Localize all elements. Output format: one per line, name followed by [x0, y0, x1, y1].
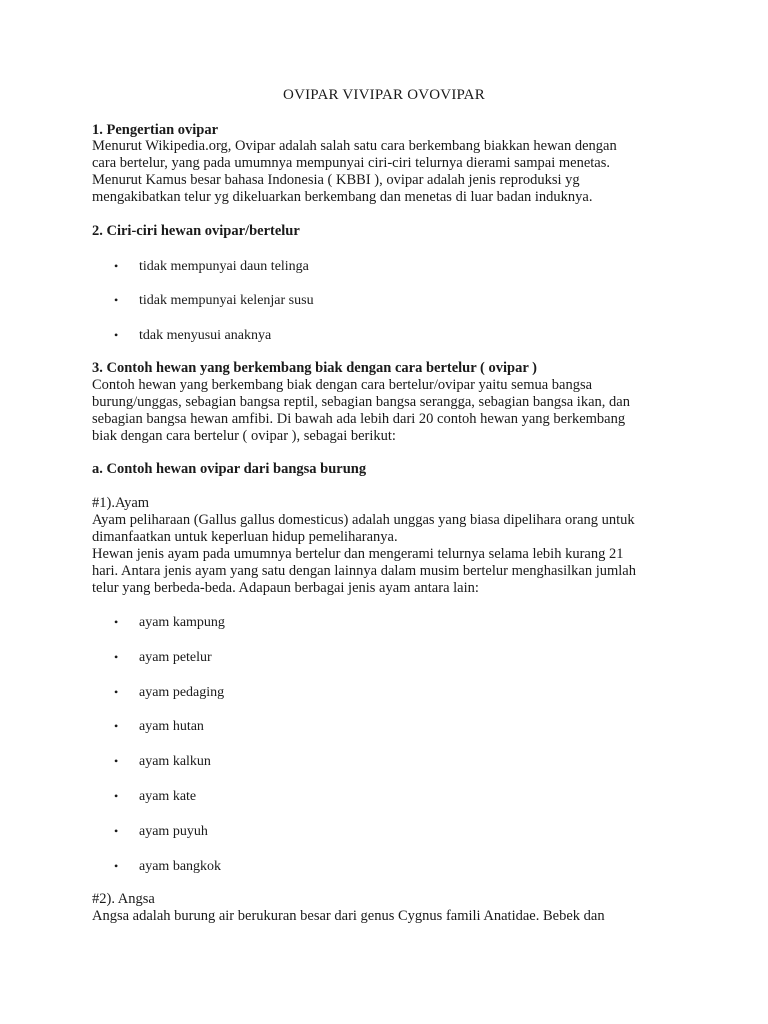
- item-1-line: Hewan jenis ayam pada umumnya bertelur dan mengerami telurnya selama lebih kurang 21: [92, 546, 624, 562]
- bullet-icon: •: [114, 789, 119, 803]
- item-1-line: hari. Antara jenis ayam yang satu dengan lainnya dalam musim bertelur menghasilkan jumlah: [92, 563, 636, 579]
- bullet-icon: •: [114, 719, 119, 733]
- list-item: [114, 718, 204, 735]
- list-item-text: ayam kalkun: [139, 754, 211, 769]
- list-item-text: ayam kampung: [139, 615, 225, 630]
- item-1-line: dimanfaatkan untuk keperluan hidup pemeliharanya.: [92, 529, 398, 545]
- bullet-icon: •: [114, 328, 119, 342]
- list-item: [114, 258, 309, 275]
- list-item-text: tidak mempunyai kelenjar susu: [139, 293, 314, 308]
- list-item-text: ayam bangkok: [139, 859, 222, 874]
- bullet-icon: •: [114, 685, 119, 699]
- list-item: [114, 649, 212, 666]
- list-item-text: ayam hutan: [139, 719, 204, 734]
- list-item-text: ayam puyuh: [139, 824, 208, 839]
- bullet-icon: •: [114, 824, 119, 838]
- section-3-line: Contoh hewan yang berkembang biak dengan cara bertelur/ovipar yaitu semua bangsa: [92, 377, 593, 393]
- item-2-label: #2). Angsa: [92, 891, 155, 907]
- section-2-heading: 2. Ciri-ciri hewan ovipar/bertelur: [92, 223, 300, 239]
- section-3-line: biak dengan cara bertelur ( ovipar ), sebagai berikut:: [92, 428, 396, 444]
- document-title: OVIPAR VIVIPAR OVOVIPAR: [283, 87, 485, 103]
- list-item: [114, 292, 314, 309]
- item-1-line: Ayam peliharaan (Gallus gallus domesticus) adalah unggas yang biasa dipelihara orang untuk: [92, 512, 635, 528]
- item-2-line: Angsa adalah burung air berukuran besar dari genus Cygnus famili Anatidae. Bebek dan: [92, 908, 605, 924]
- section-1-heading: 1. Pengertian ovipar: [92, 122, 219, 138]
- list-item-text: tidak mempunyai daun telinga: [139, 259, 309, 274]
- list-item: [114, 753, 211, 770]
- list-item: [114, 858, 221, 875]
- section-3-heading: 3. Contoh hewan yang berkembang biak dengan cara bertelur ( ovipar ): [92, 360, 537, 376]
- list-item-text: ayam kate: [139, 789, 197, 804]
- bullet-icon: •: [114, 259, 119, 273]
- bullet-icon: •: [114, 650, 119, 664]
- bullet-icon: •: [114, 859, 119, 873]
- section-1-line: cara bertelur, yang pada umumnya mempunyai ciri-ciri telurnya dierami sampai menetas.: [92, 155, 610, 171]
- list-item: [114, 614, 225, 631]
- list-item: [114, 823, 208, 840]
- section-1-line: Menurut Wikipedia.org, Ovipar adalah salah satu cara berkembang biakkan hewan dengan: [92, 138, 617, 154]
- section-3-line: sebagian bangsa hewan amfibi. Di bawah ada lebih dari 20 contoh hewan yang berkembang: [92, 411, 626, 427]
- item-1-label: #1).Ayam: [92, 495, 150, 511]
- list-item: [114, 684, 224, 701]
- bullet-icon: •: [114, 754, 119, 768]
- list-item-text: ayam petelur: [139, 650, 212, 665]
- list-item-text: tdak menyusui anaknya: [139, 328, 272, 343]
- section-1-line: mengakibatkan telur yg dikeluarkan berkembang dan menetas di luar badan induknya.: [92, 189, 593, 205]
- section-1-line: Menurut Kamus besar bahasa Indonesia ( KBBI ), ovipar adalah jenis reproduksi yg: [92, 172, 580, 188]
- section-3-line: burung/unggas, sebagian bangsa reptil, sebagian bangsa serangga, sebagian bangsa ikan, dan: [92, 394, 630, 410]
- list-item: [114, 788, 196, 805]
- list-item-text: ayam pedaging: [139, 685, 225, 700]
- bullet-icon: •: [114, 293, 119, 307]
- list-item: [114, 327, 271, 344]
- subsection-a-heading: a. Contoh hewan ovipar dari bangsa burung: [92, 461, 367, 477]
- item-1-line: telur yang berbeda-beda. Adapaun berbagai jenis ayam antara lain:: [92, 580, 479, 596]
- bullet-icon: •: [114, 615, 119, 629]
